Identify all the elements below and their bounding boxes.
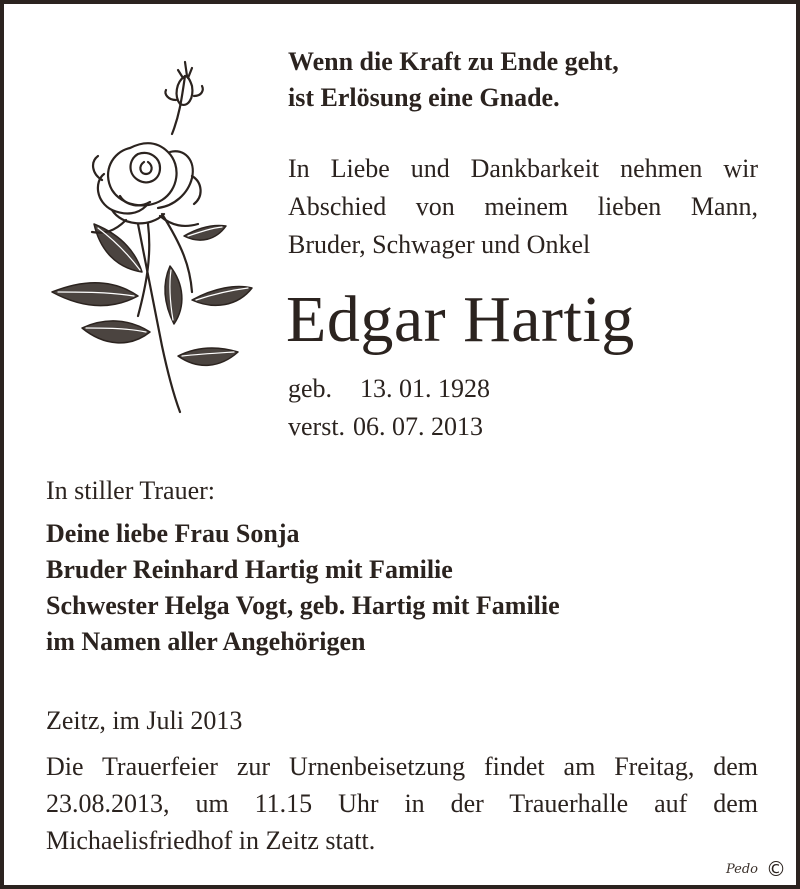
intro-line: Abschied von meinem lieben Mann,	[288, 192, 758, 221]
ceremony-line: 23.08.2013, um 11.15 Uhr in der Trauerhalle auf dem	[46, 789, 758, 818]
intro-line: Bruder, Schwager und Onkel	[288, 230, 591, 259]
rose-icon	[42, 56, 257, 416]
mourners-list	[46, 516, 560, 660]
died-label: verst.	[288, 412, 346, 441]
deceased-name: Edgar Hartig	[286, 283, 635, 356]
born-label: geb.	[288, 374, 333, 403]
mourner-item: Deine liebe Frau Sonja	[46, 519, 300, 548]
life-dates	[288, 370, 490, 446]
ceremony-line: Die Trauerfeier zur Urnenbeisetzung findet am Freitag, dem	[46, 752, 758, 781]
copyright-symbol: ©	[766, 857, 786, 881]
born-date: 13. 01. 1928	[360, 374, 490, 403]
died-date: 06. 07. 2013	[353, 412, 484, 441]
intro-text	[288, 150, 758, 264]
mourner-item: Schwester Helga Vogt, geb. Hartig mit Familie	[46, 591, 560, 620]
intro-line: In Liebe und Dankbarkeit nehmen wir	[288, 154, 758, 183]
place-date: Zeitz, im Juli 2013	[46, 706, 243, 735]
mourning-label: In stiller Trauer:	[46, 476, 215, 505]
mourner-item: im Namen aller Angehörigen	[46, 627, 366, 656]
quote	[288, 44, 619, 116]
credit-signature: Pedo	[725, 862, 758, 877]
quote-line: ist Erlösung eine Gnade.	[288, 83, 560, 112]
death-date-row	[288, 408, 490, 446]
quote-line: Wenn die Kraft zu Ende geht,	[288, 47, 619, 76]
ceremony-info	[46, 748, 758, 859]
birth-date-row	[288, 370, 490, 408]
ceremony-line: Michaelisfriedhof in Zeitz statt.	[46, 826, 376, 855]
mourner-item: Bruder Reinhard Hartig mit Familie	[46, 555, 453, 584]
